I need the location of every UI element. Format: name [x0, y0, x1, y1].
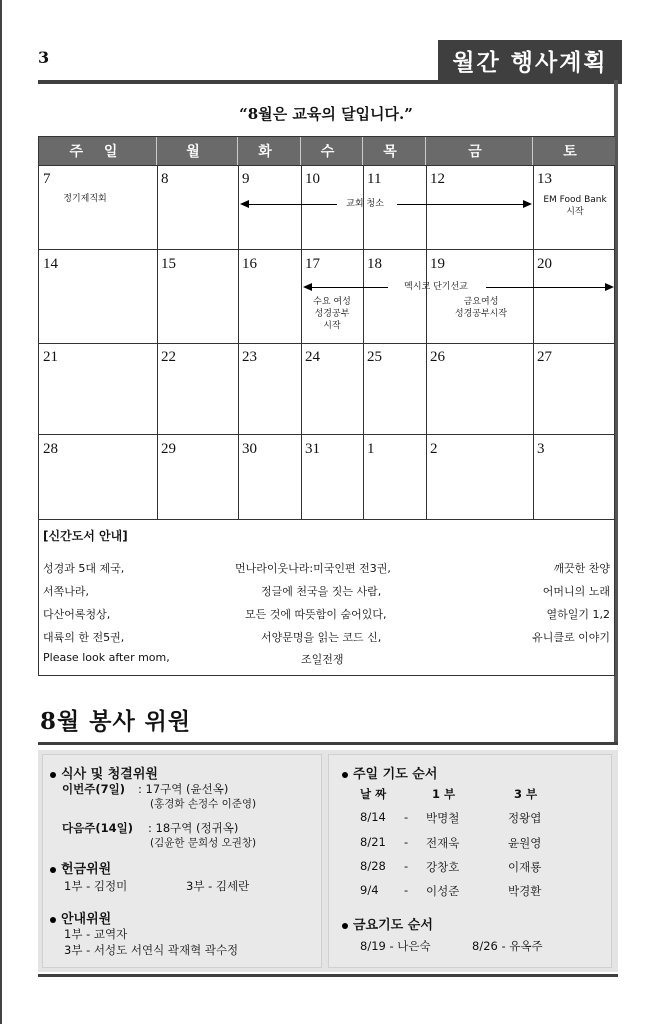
grid-line: [39, 519, 615, 520]
day-cell-number: 26: [430, 349, 445, 365]
event-span-line: [308, 287, 388, 288]
volunteers-title: 8월 봉사 위원: [40, 708, 192, 735]
day-cell-number: 2: [430, 441, 438, 457]
day-cell-number: 10: [305, 171, 320, 187]
day-cell-number: 19: [430, 256, 445, 272]
day-cell-number: 11: [367, 171, 382, 187]
usher-section-title: 안내위원: [50, 908, 111, 927]
prayer-dash: -: [404, 859, 409, 873]
event-fri-women-bible: 금요여성 성경공부시작: [454, 297, 508, 319]
bullet-icon: [50, 917, 56, 923]
grid-line: [533, 165, 534, 519]
volunteers-rule: [38, 742, 618, 745]
prayer-date: 9/4: [360, 883, 379, 897]
this-week-label: 이번주(7일): [62, 782, 125, 796]
book-title: 모든 것에 따뜻함이 숨어있다,: [245, 608, 387, 621]
book-title: 서양문명을 읽는 코드 신,: [261, 631, 382, 644]
bullet-icon: [50, 772, 56, 778]
grid-line: [426, 165, 427, 519]
event-mexico-mission: 멕시코 단기선교: [404, 282, 468, 292]
next-week-value: : 18구역 (정귀옥): [148, 821, 239, 835]
grid-line: [39, 249, 615, 250]
day-cell-number: 14: [43, 256, 58, 272]
weekday-wed: 수: [301, 137, 363, 165]
day-cell-number: 3: [537, 441, 545, 457]
event-regular-meeting: 정기제직회: [63, 194, 107, 204]
weekday-sun: 주 일: [39, 137, 157, 165]
book-title: 어머니의 노래: [542, 585, 610, 598]
grid-line: [39, 434, 615, 435]
grid-line: [39, 165, 615, 166]
offering-section-title: 헌금위원: [50, 858, 111, 877]
prayer-third: 정왕엽: [508, 811, 542, 825]
sunday-prayer-title: 주일 기도 순서: [342, 763, 437, 782]
book-title: 조일전쟁: [301, 653, 344, 666]
page-number: 3: [38, 48, 50, 67]
prayer-first: 박명철: [426, 811, 460, 825]
day-cell-number: 27: [537, 349, 552, 365]
grid-line: [363, 165, 364, 519]
day-cell-number: 23: [242, 349, 257, 365]
day-cell-number: 7: [43, 171, 51, 187]
event-em-food-bank: EM Food Bank 시작: [543, 195, 607, 217]
bullet-icon: [342, 772, 348, 778]
prayer-date: 8/28: [360, 859, 386, 873]
volunteers-bottom-rule: [38, 974, 618, 977]
book-title: 먼나라이웃나라:미국인편 전3권,: [235, 562, 391, 575]
prayer-third: 박경환: [508, 884, 542, 898]
prayer-header-first: 1 부: [432, 787, 456, 801]
weekday-mon: 월: [157, 137, 238, 165]
day-cell-number: 24: [305, 349, 320, 365]
book-title: 대륙의 한 전5권,: [43, 631, 125, 644]
friday-prayer-first: 8/19 - 나은숙: [360, 939, 431, 953]
book-title: 열하일기 1,2: [546, 608, 610, 621]
weekday-thu: 목: [363, 137, 426, 165]
monthly-motto: “8월은 교육의 달입니다.”: [239, 105, 413, 123]
grid-line: [39, 343, 615, 344]
this-week-value: : 17구역 (윤선옥): [138, 782, 229, 796]
prayer-date: 8/14: [360, 810, 386, 824]
day-cell-number: 20: [537, 256, 552, 272]
day-cell-number: 28: [43, 441, 58, 457]
grid-line: [301, 165, 302, 519]
usher-third: 3부 - 서성도 서연식 곽재혁 곽수정: [64, 943, 239, 957]
page-left-border: [0, 0, 2, 1024]
book-title: 유니클로 이야기: [532, 631, 610, 644]
prayer-first: 전재욱: [426, 836, 460, 850]
weekday-tue: 화: [238, 137, 301, 165]
day-cell-number: 21: [43, 349, 58, 365]
book-title: 다산어록청상,: [43, 608, 111, 621]
meal-section-title: 식사 및 청결위원: [50, 763, 158, 782]
event-span-line: [486, 287, 606, 288]
header-rule: [38, 80, 622, 84]
day-cell-number: 16: [242, 256, 257, 272]
event-span-line: [397, 204, 527, 205]
book-title: 서쪽나라,: [43, 585, 90, 598]
day-cell-number: 13: [537, 171, 552, 187]
event-church-cleaning: 교회 청소: [346, 199, 384, 209]
day-cell-number: 12: [430, 171, 445, 187]
day-cell-number: 9: [242, 171, 250, 187]
day-cell-number: 31: [305, 441, 320, 457]
day-cell-number: 8: [161, 171, 169, 187]
this-week-names: (홍경화 손정수 이준영): [150, 798, 257, 810]
weekday-fri: 금: [426, 137, 533, 165]
grid-line: [238, 165, 239, 519]
prayer-third: 윤원영: [508, 836, 542, 850]
arrow-right-icon: [523, 200, 532, 208]
new-books-title: [신간도서 안내]: [43, 529, 128, 543]
day-cell-number: 17: [305, 256, 320, 272]
grid-line: [157, 165, 158, 519]
day-cell-number: 1: [367, 441, 375, 457]
bullet-icon: [50, 867, 56, 873]
next-week-names: (김윤한 문희성 오권창): [150, 837, 257, 849]
prayer-dash: -: [404, 810, 409, 824]
day-cell-number: 30: [242, 441, 257, 457]
friday-prayer-second: 8/26 - 유옥주: [472, 939, 543, 953]
offering-first: 1부 - 김정미: [64, 879, 128, 893]
prayer-header-third: 3 부: [514, 787, 538, 801]
book-title: 깨끗한 찬양: [553, 562, 610, 575]
weekday-sat: 토: [533, 137, 615, 165]
day-cell-number: 18: [367, 256, 382, 272]
prayer-dash: -: [404, 883, 409, 897]
day-cell-number: 29: [161, 441, 176, 457]
prayer-first: 강창호: [426, 860, 460, 874]
prayer-third: 이재룡: [508, 860, 542, 874]
day-cell-number: 25: [367, 349, 382, 365]
book-title: 성경과 5대 제국,: [43, 562, 125, 575]
day-cell-number: 22: [161, 349, 176, 365]
prayer-date: 8/21: [360, 835, 386, 849]
day-cell-number: 15: [161, 256, 176, 272]
monthly-calendar: [38, 136, 615, 676]
offering-third: 3부 - 김세란: [186, 879, 250, 893]
book-title: Please look after mom,: [43, 651, 170, 664]
next-week-label: 다음주(14일): [62, 821, 133, 835]
friday-prayer-title: 금요기도 순서: [342, 914, 433, 933]
prayer-header-date: 날 짜: [360, 787, 387, 801]
event-wed-women-bible: 수요 여성 성경공부 시작: [313, 297, 351, 331]
section-header: 월간 행사계획: [438, 40, 622, 80]
book-title: 정글에 천국을 짓는 사람,: [261, 585, 382, 598]
prayer-dash: -: [404, 835, 409, 849]
arrow-right-icon: [605, 283, 614, 291]
usher-first: 1부 - 교역자: [64, 927, 128, 941]
bullet-icon: [342, 923, 348, 929]
event-span-line: [245, 204, 337, 205]
prayer-first: 이성준: [426, 884, 460, 898]
